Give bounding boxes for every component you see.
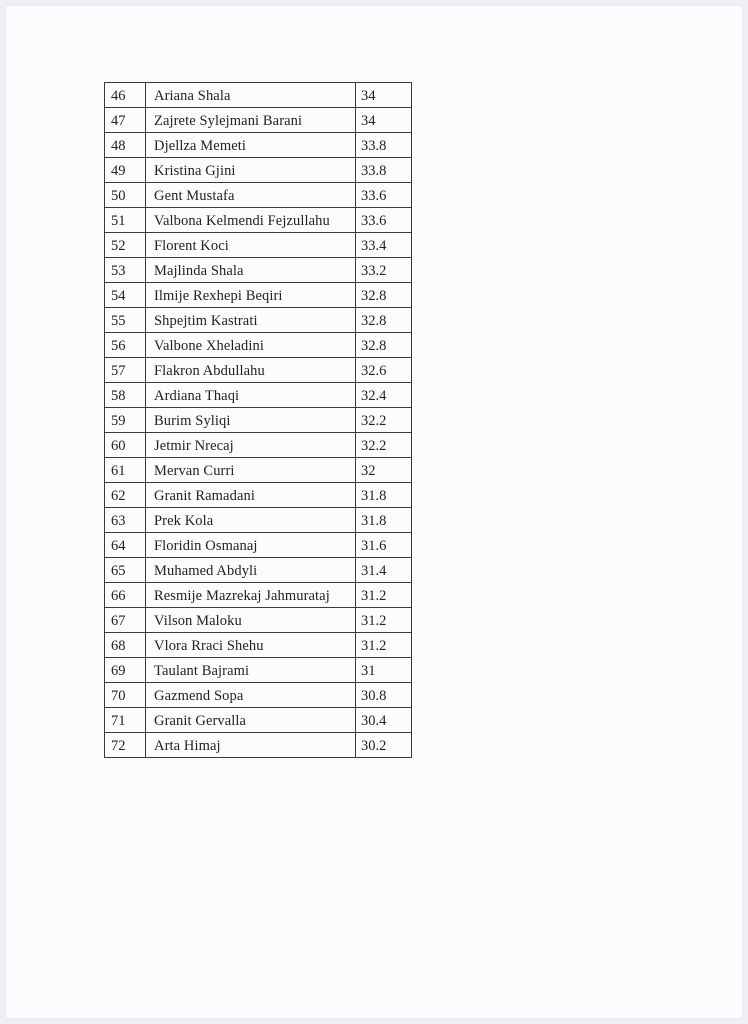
rank-cell: 65 <box>105 558 146 583</box>
table-row <box>105 408 412 433</box>
name-cell: Jetmir Nrecaj <box>146 433 356 458</box>
table-row <box>105 433 412 458</box>
name-cell: Granit Gervalla <box>146 708 356 733</box>
name-cell: Granit Ramadani <box>146 483 356 508</box>
rank-cell: 55 <box>105 308 146 333</box>
table-row <box>105 258 412 283</box>
table-row <box>105 108 412 133</box>
rank-cell: 54 <box>105 283 146 308</box>
score-cell: 31.8 <box>356 483 412 508</box>
score-cell: 30.8 <box>356 683 412 708</box>
table-row <box>105 558 412 583</box>
rank-cell: 68 <box>105 633 146 658</box>
rank-cell: 72 <box>105 733 146 758</box>
name-cell: Arta Himaj <box>146 733 356 758</box>
rank-cell: 59 <box>105 408 146 433</box>
score-cell: 32.8 <box>356 308 412 333</box>
table-row <box>105 583 412 608</box>
score-cell: 33.2 <box>356 258 412 283</box>
table-row <box>105 283 412 308</box>
name-cell: Gazmend Sopa <box>146 683 356 708</box>
table-row <box>105 608 412 633</box>
name-cell: Muhamed Abdyli <box>146 558 356 583</box>
name-cell: Zajrete Sylejmani Barani <box>146 108 356 133</box>
score-cell: 31.4 <box>356 558 412 583</box>
table-row <box>105 183 412 208</box>
rank-cell: 61 <box>105 458 146 483</box>
table-row <box>105 658 412 683</box>
rank-cell: 63 <box>105 508 146 533</box>
score-cell: 32.6 <box>356 358 412 383</box>
table-row <box>105 83 412 108</box>
score-cell: 30.2 <box>356 733 412 758</box>
table-row <box>105 308 412 333</box>
name-cell: Djellza Memeti <box>146 133 356 158</box>
name-cell: Majlinda Shala <box>146 258 356 283</box>
name-cell: Floridin Osmanaj <box>146 533 356 558</box>
table-row <box>105 533 412 558</box>
rank-cell: 62 <box>105 483 146 508</box>
name-cell: Burim Syliqi <box>146 408 356 433</box>
name-cell: Ariana Shala <box>146 83 356 108</box>
score-cell: 31.8 <box>356 508 412 533</box>
score-cell: 31.6 <box>356 533 412 558</box>
rank-cell: 70 <box>105 683 146 708</box>
score-cell: 32.2 <box>356 433 412 458</box>
rank-cell: 57 <box>105 358 146 383</box>
results-table <box>104 82 412 758</box>
score-cell: 31 <box>356 658 412 683</box>
score-cell: 32.2 <box>356 408 412 433</box>
rank-cell: 60 <box>105 433 146 458</box>
rank-cell: 58 <box>105 383 146 408</box>
score-cell: 32.8 <box>356 333 412 358</box>
rank-cell: 52 <box>105 233 146 258</box>
table-row <box>105 633 412 658</box>
name-cell: Mervan Curri <box>146 458 356 483</box>
score-cell: 33.4 <box>356 233 412 258</box>
table-row <box>105 383 412 408</box>
table-row <box>105 208 412 233</box>
table-row <box>105 158 412 183</box>
score-cell: 31.2 <box>356 583 412 608</box>
score-cell: 31.2 <box>356 633 412 658</box>
score-cell: 33.8 <box>356 158 412 183</box>
rank-cell: 66 <box>105 583 146 608</box>
name-cell: Ilmije Rexhepi Beqiri <box>146 283 356 308</box>
rank-cell: 69 <box>105 658 146 683</box>
table-row <box>105 508 412 533</box>
table-row <box>105 733 412 758</box>
table-row <box>105 708 412 733</box>
name-cell: Valbone Xheladini <box>146 333 356 358</box>
rank-cell: 71 <box>105 708 146 733</box>
document-page <box>6 6 742 1018</box>
table-row <box>105 683 412 708</box>
name-cell: Kristina Gjini <box>146 158 356 183</box>
name-cell: Shpejtim Kastrati <box>146 308 356 333</box>
rank-cell: 51 <box>105 208 146 233</box>
table-row <box>105 133 412 158</box>
name-cell: Florent Koci <box>146 233 356 258</box>
results-table-body <box>105 83 412 758</box>
table-row <box>105 233 412 258</box>
score-cell: 33.6 <box>356 183 412 208</box>
name-cell: Ardiana Thaqi <box>146 383 356 408</box>
rank-cell: 53 <box>105 258 146 283</box>
table-row <box>105 333 412 358</box>
rank-cell: 50 <box>105 183 146 208</box>
table-row <box>105 358 412 383</box>
score-cell: 32.8 <box>356 283 412 308</box>
score-cell: 33.8 <box>356 133 412 158</box>
score-cell: 34 <box>356 83 412 108</box>
name-cell: Vlora Rraci Shehu <box>146 633 356 658</box>
rank-cell: 48 <box>105 133 146 158</box>
rank-cell: 46 <box>105 83 146 108</box>
score-cell: 30.4 <box>356 708 412 733</box>
score-cell: 34 <box>356 108 412 133</box>
rank-cell: 64 <box>105 533 146 558</box>
table-row <box>105 458 412 483</box>
table-row <box>105 483 412 508</box>
name-cell: Gent Mustafa <box>146 183 356 208</box>
score-cell: 31.2 <box>356 608 412 633</box>
rank-cell: 67 <box>105 608 146 633</box>
rank-cell: 49 <box>105 158 146 183</box>
rank-cell: 47 <box>105 108 146 133</box>
score-cell: 33.6 <box>356 208 412 233</box>
rank-cell: 56 <box>105 333 146 358</box>
name-cell: Vilson Maloku <box>146 608 356 633</box>
name-cell: Taulant Bajrami <box>146 658 356 683</box>
name-cell: Resmije Mazrekaj Jahmurataj <box>146 583 356 608</box>
score-cell: 32 <box>356 458 412 483</box>
score-cell: 32.4 <box>356 383 412 408</box>
name-cell: Flakron Abdullahu <box>146 358 356 383</box>
name-cell: Prek Kola <box>146 508 356 533</box>
name-cell: Valbona Kelmendi Fejzullahu <box>146 208 356 233</box>
